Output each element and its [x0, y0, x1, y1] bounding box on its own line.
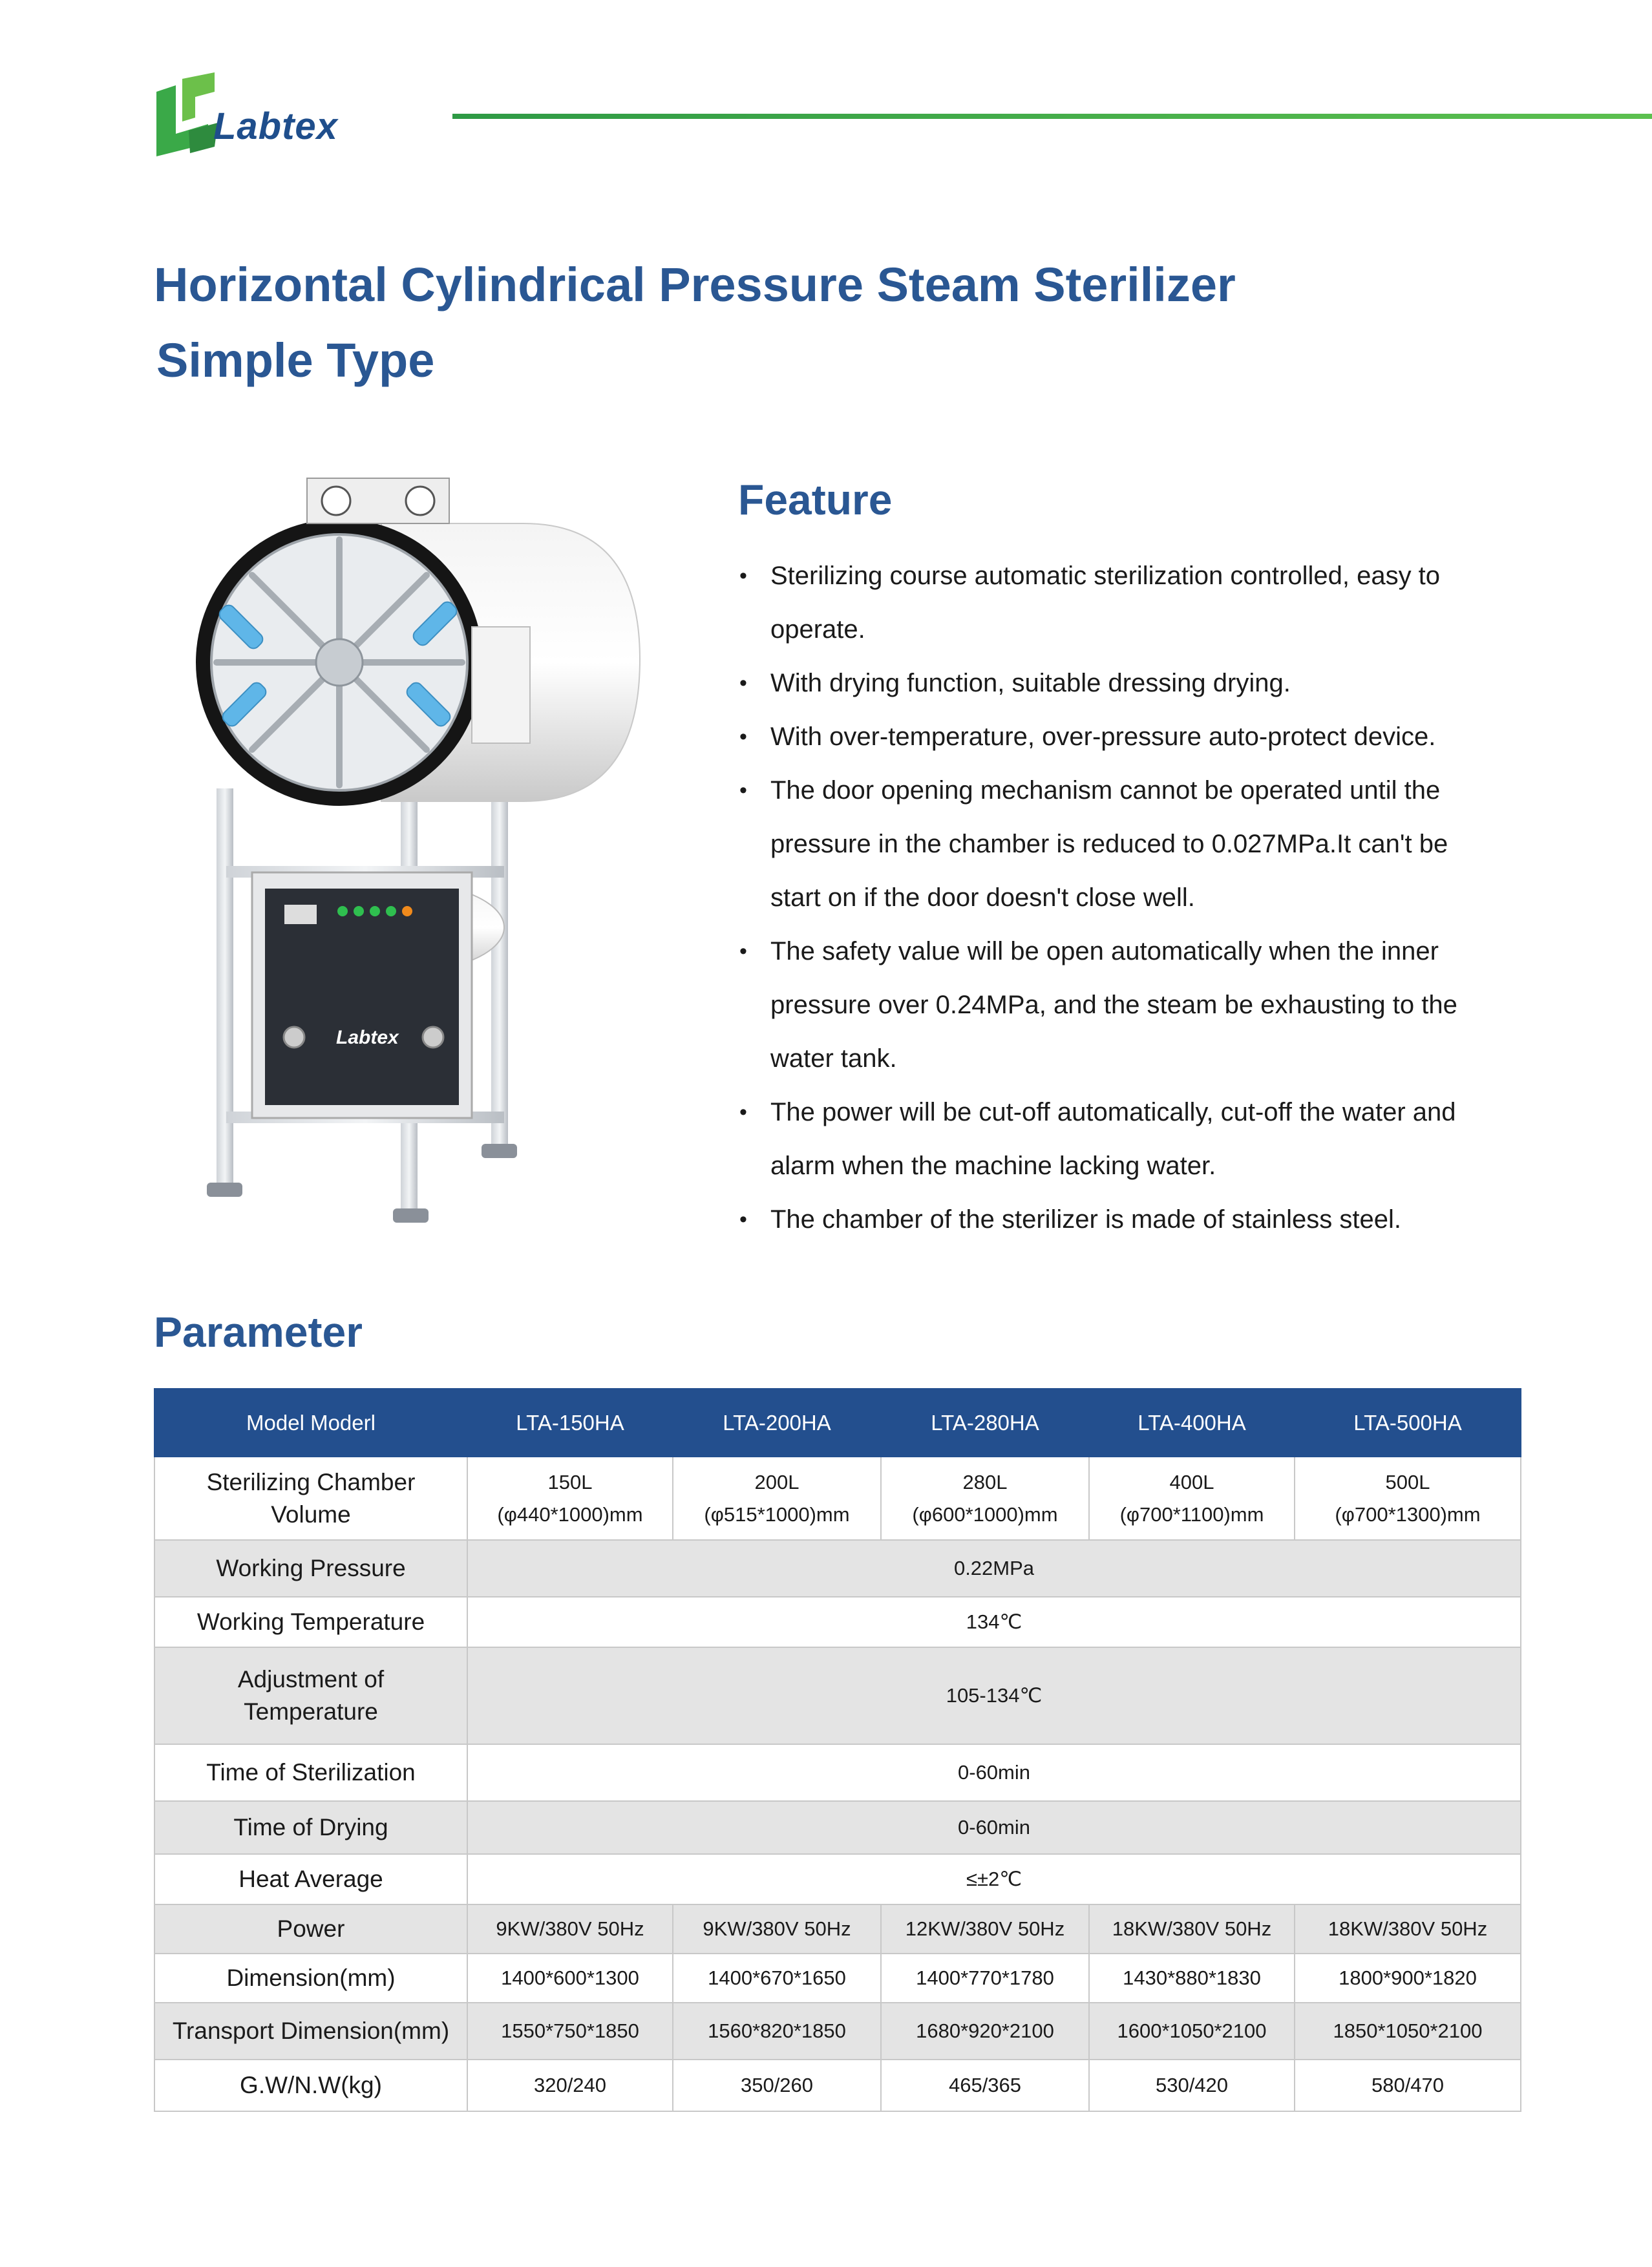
table-cell: 0.22MPa [467, 1540, 1521, 1597]
logo-text: Labtex [213, 105, 338, 147]
table-row [154, 1854, 1521, 1904]
frame-leg-left [217, 788, 233, 1189]
table-cell: 0-60min [467, 1801, 1521, 1854]
table-cell: 280L (φ600*1000)mm [881, 1457, 1089, 1540]
table-header-cell: Model Moderl [154, 1389, 467, 1457]
table-cell: 134℃ [467, 1597, 1521, 1647]
pressure-gauge-icon [322, 487, 350, 515]
parameter-table [154, 1388, 1521, 2112]
table-cell: ≤±2℃ [467, 1854, 1521, 1904]
row-label: Transport Dimension(mm) [154, 2003, 467, 2060]
table-cell: 1400*600*1300 [467, 1954, 673, 2003]
page-subtitle: Simple Type [156, 333, 435, 387]
table-cell: 400L (φ700*1100)mm [1089, 1457, 1295, 1540]
feature-item: • The door opening mechanism cannot be operated until the pressure in the chamber is reduced to 0.027MPa.It can't be start on if the door doesn't close well. [737, 764, 1577, 925]
table-cell: 9KW/380V 50Hz [467, 1904, 673, 1954]
table-row [154, 1904, 1521, 1954]
table-row [154, 1597, 1521, 1647]
row-label: Heat Average [154, 1854, 467, 1904]
table-row [154, 1744, 1521, 1801]
row-label: Time of Drying [154, 1801, 467, 1854]
brand-logo [150, 72, 383, 163]
feature-item: • With drying function, suitable dressing drying. [737, 657, 1577, 710]
feature-item: • With over-temperature, over-pressure auto-protect device. [737, 710, 1577, 764]
table-cell: 18KW/380V 50Hz [1089, 1904, 1295, 1954]
table-row [154, 1457, 1521, 1540]
row-label: Power [154, 1904, 467, 1954]
table-header-cell: LTA-500HA [1295, 1389, 1521, 1457]
feature-item: • The chamber of the sterilizer is made of stainless steel. [737, 1193, 1577, 1247]
row-label: Sterilizing Chamber Volume [154, 1457, 467, 1540]
table-cell: 1430*880*1830 [1089, 1954, 1295, 2003]
page-title: Horizontal Cylindrical Pressure Steam Sterilizer [154, 258, 1236, 311]
table-cell: 150L (φ440*1000)mm [467, 1457, 673, 1540]
temperature-gauge-icon [406, 487, 434, 515]
header-divider [452, 114, 1652, 119]
table-header-cell: LTA-400HA [1089, 1389, 1295, 1457]
table-cell: 18KW/380V 50Hz [1295, 1904, 1521, 1954]
table-header-cell: LTA-150HA [467, 1389, 673, 1457]
table-cell: 12KW/380V 50Hz [881, 1904, 1089, 1954]
table-cell: 1800*900*1820 [1295, 1954, 1521, 2003]
table-cell: 1400*770*1780 [881, 1954, 1089, 2003]
feature-item: • The safety value will be open automatically when the inner pressure over 0.24MPa, and the steam be exhausting to the water tank. [737, 925, 1577, 1086]
table-cell: 465/365 [881, 2060, 1089, 2111]
table-cell: 200L (φ515*1000)mm [673, 1457, 881, 1540]
frame-leg-right-back [491, 775, 508, 1150]
logo-mark-icon [150, 72, 221, 163]
table-cell: 1600*1050*2100 [1089, 2003, 1295, 2060]
feature-item: • The power will be cut-off automatically, cut-off the water and alarm when the machine lacking water. [737, 1086, 1577, 1193]
table-cell: 320/240 [467, 2060, 673, 2111]
table-cell: 500L (φ700*1300)mm [1295, 1457, 1521, 1540]
panel-logo-text: Labtex [336, 1027, 399, 1048]
table-header-cell: LTA-280HA [881, 1389, 1089, 1457]
feature-list [737, 549, 1577, 1247]
door-hub [316, 639, 363, 686]
table-row [154, 1540, 1521, 1597]
row-label: Dimension(mm) [154, 1954, 467, 2003]
table-header-row [154, 1389, 1521, 1457]
row-label: Adjustment of Temperature [154, 1647, 467, 1744]
row-label: Working Pressure [154, 1540, 467, 1597]
table-cell: 9KW/380V 50Hz [673, 1904, 881, 1954]
table-cell: 350/260 [673, 2060, 881, 2111]
parameter-heading: Parameter [154, 1308, 363, 1356]
table-row [154, 2060, 1521, 2111]
feature-heading: Feature [738, 476, 893, 523]
table-cell: 580/470 [1295, 2060, 1521, 2111]
table-cell: 530/420 [1089, 2060, 1295, 2111]
table-row [154, 1647, 1521, 1744]
table-row [154, 2003, 1521, 2060]
table-cell: 1560*820*1850 [673, 2003, 881, 2060]
product-image-sterilizer [187, 465, 653, 1241]
table-cell: 1550*750*1850 [467, 2003, 673, 2060]
table-row [154, 1801, 1521, 1854]
row-label: Time of Sterilization [154, 1744, 467, 1801]
feature-item: • Sterilizing course automatic sterilization controlled, easy to operate. [737, 549, 1577, 657]
table-cell: 0-60min [467, 1744, 1521, 1801]
table-cell: 1850*1050*2100 [1295, 2003, 1521, 2060]
table-cell: 1400*670*1650 [673, 1954, 881, 2003]
table-row [154, 1954, 1521, 2003]
row-label: Working Temperature [154, 1597, 467, 1647]
row-label: G.W/N.W(kg) [154, 2060, 467, 2111]
table-header-cell: LTA-200HA [673, 1389, 881, 1457]
table-cell: 1680*920*2100 [881, 2003, 1089, 2060]
table-cell: 105-134℃ [467, 1647, 1521, 1744]
